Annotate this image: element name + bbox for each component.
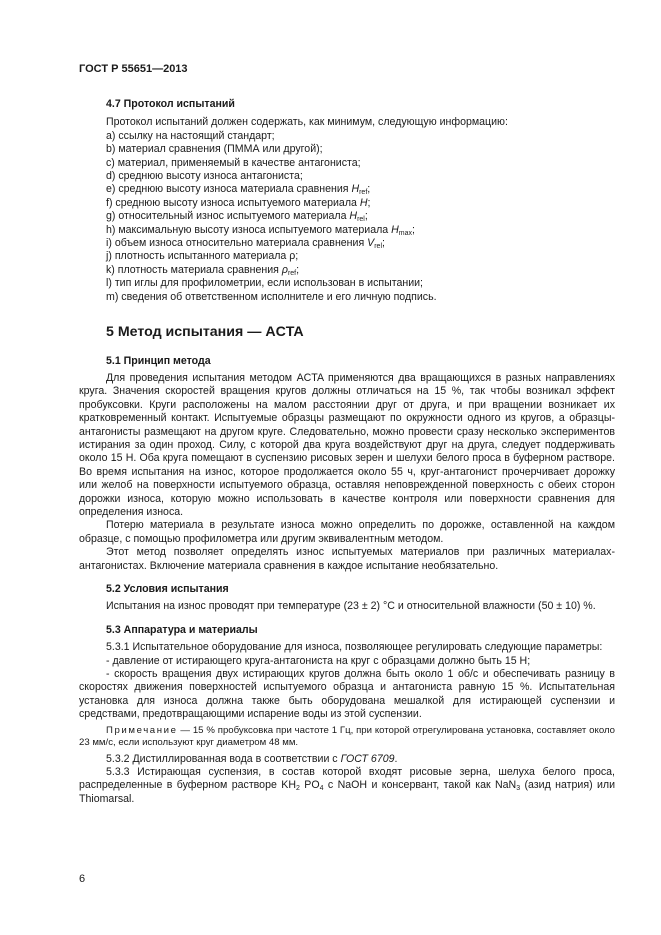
list-item-b: b) материал сравнения (ПММА или другой);: [106, 143, 323, 156]
list-item-i: i) объем износа относительно материала сравнения $V_{rel}$;: [106, 237, 385, 251]
list-item-d: d) среднюю высоту износа антагониста;: [106, 170, 303, 183]
list-item-k: k) плотность материала сравнения $\rho_{ref}$;: [106, 263, 300, 277]
list-item-f: f) среднюю высоту износа испытуемого материала H;: [106, 196, 371, 209]
section-5-2-title: 5.2 Условия испытания: [106, 583, 229, 595]
section-4-7-title: 4.7 Протокол испытаний: [106, 98, 235, 110]
section-5-1-paragraph-3: Этот метод позволяет определять износ испытуемых материалов при различных материалах-антагонистах. Включение материала сравнения в каждое испытание необязательно.: [79, 546, 615, 572]
list-item-m: m) сведения об ответственном исполнителе и его личную подпись.: [106, 290, 437, 303]
list-item-c: c) материал, применяемый в качестве антагониста;: [106, 156, 361, 169]
list-item-g: g) относительный износ испытуемого материала $H_{rel}$;: [106, 210, 368, 224]
standard-reference: ГОСТ 6709: [340, 752, 395, 765]
list-item-e: e) среднюю высоту износа материала сравнения $H_{ref}$;: [106, 183, 371, 197]
section-5-1-paragraph-1: Для проведения испытания методом ACTA применяются два вращающихся в разных направлениях круга. Значения скоростей вращения кругов должны отличаться на 15 %, так чтобы возникал эффект пробуксовки. Круги расположены на малом расстоянии друг от друга, и при вращении возникает их кратковременный контакт. Испытуемые образцы размещают по окружности одного из кругов, а образцы-антагонисты размещают на другом круге. Следовательно, можно провести сразу несколько экспериментов истирания за один проход. Силу, с которой два круга воздействуют друг на друга, следует поддерживать около 15 Н. Оба круга помещают в суспензию рисовых зерен и шелухи белого проса в буферном растворе. Во время испытания на износ, которое продолжается около 55 ч, круг-антагонист прочерчивает дорожку или желоб на поверхности испытуемого образца, оставляя неповрежденной поверхность с обеих сторон дорожки износа, которую можно использовать в качестве контроля или поверхности сравнения для определения износа.: [79, 371, 615, 518]
section-5-3-title: 5.3 Аппаратура и материалы: [106, 623, 258, 636]
list-item-l: l) тип иглы для профилометрии, если использован в испытании;: [106, 277, 423, 290]
section-5-2-paragraph: Испытания на износ проводят при температуре (23 ± 2) °C и относительной влажности (50 ± 10) %.: [106, 600, 596, 613]
clause-5-3-1-dash-2: - скорость вращения двух истирающих кругов должна быть около 1 об/с и обеспечивать разницу в скоростях движения поверхностей испытуемого образца и антагониста равную 15 %. Испытательная установка для износа должна также быть оборудована мешалкой для истирающей суспензии и средствами, предотвращающими испарение воды из этой суспензии.: [79, 668, 615, 721]
list-intro: Протокол испытаний должен содержать, как минимум, следующую информацию:: [106, 116, 508, 129]
clause-5-3-1-dash-1: - давление от истирающего круга-антагониста на круг с образцами должно быть 15 Н;: [106, 654, 531, 667]
note-label: Примечание: [106, 724, 178, 736]
page-body: [79, 98, 616, 806]
document-header: ГОСТ Р 55651—2013: [79, 63, 188, 75]
note: Примечание — 15 % пробуксовка при частоте 1 Гц, при которой отрегулирована установка, составляет около 23 мм/с, если используют круг диаметром 48 мм.: [79, 724, 615, 748]
section-5-title: 5 Метод испытания — ACTA: [106, 324, 304, 341]
list-item-a: a) ссылку на настоящий стандарт;: [106, 129, 275, 142]
section-5-1-title: 5.1 Принцип метода: [106, 354, 211, 367]
clause-5-3-3: 5.3.3 Истирающая суспензия, в состав которой входят рисовые зерна, шелуха белого проса, распределенные в буферном растворе $KH_2$ $PO_4$ с NaOH и консервант, такой как NaN$_3$ (азид натрия) или Thiomarsal.: [79, 766, 616, 805]
list-item-h: h) максимальную высоту износа испытуемого материала $H_{max}$;: [106, 223, 415, 237]
page-number: 6: [79, 873, 86, 885]
clause-5-3-1: 5.3.1 Испытательное оборудование для износа, позволяющее регулировать следующие параметры:: [106, 641, 603, 654]
list-item-j: j) плотность испытанного материала ρ;: [106, 250, 299, 263]
clause-5-3-2: 5.3.2 Дистиллированная вода в соответствии с ГОСТ 6709.: [106, 752, 398, 765]
section-5-1-paragraph-2: Потерю материала в результате износа можно определить по дорожке, оставленной на каждом образце, с помощью профилометра или другим эквивалентным методом.: [79, 519, 615, 545]
